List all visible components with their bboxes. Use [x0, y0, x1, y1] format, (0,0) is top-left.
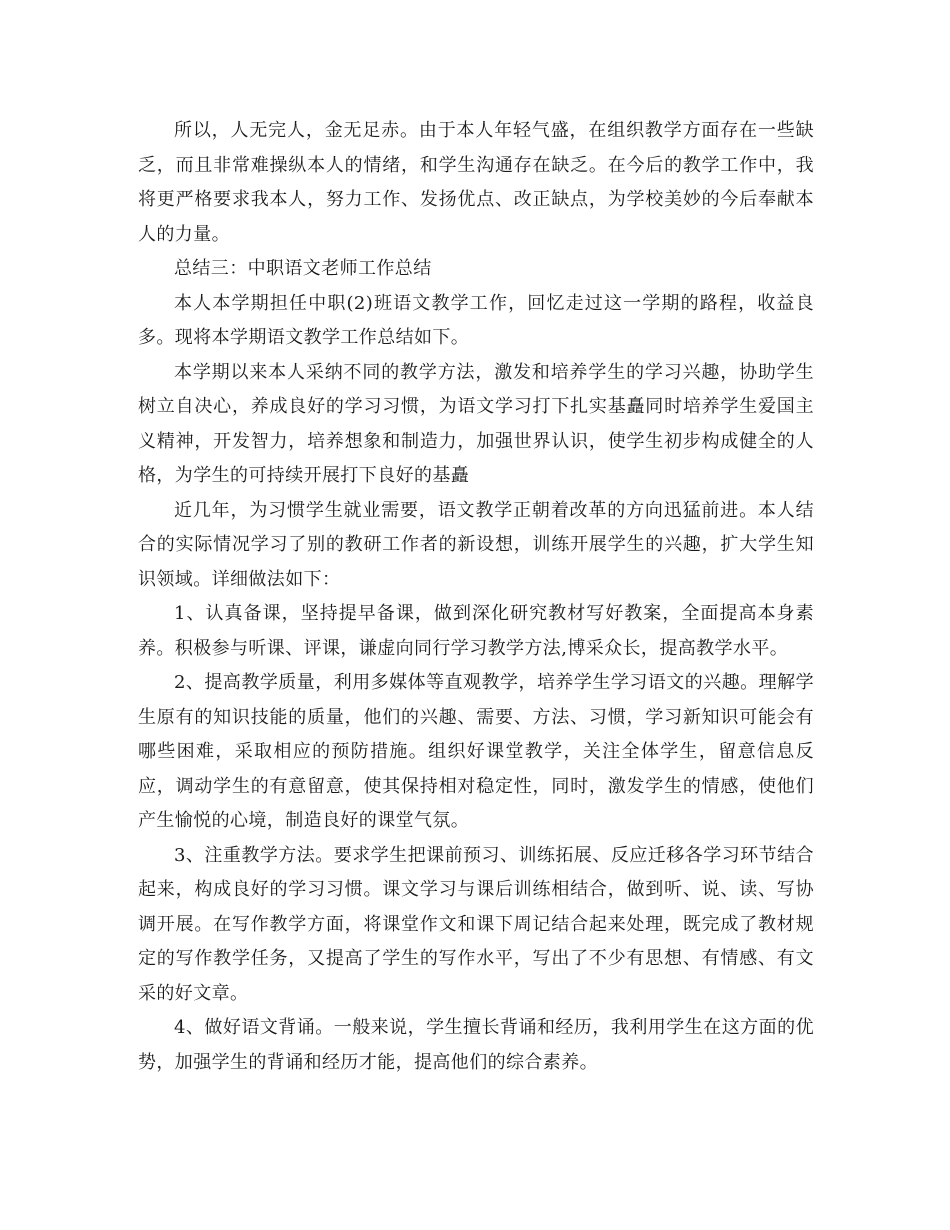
paragraph-intro: 本人本学期担任中职(2)班语文教学工作，回忆走过这一学期的路程，收益良多。现将本学期语文教学工作总结如下。	[138, 292, 814, 348]
paragraph-reform: 近几年，为习惯学生就业需要，语文教学正朝着改革的方向迅猛前进。本人结合的实际情况学习了别的教研工作者的新设想，训练开展学生的兴趣，扩大学生知识领域。详细做法如下：	[138, 499, 814, 590]
paragraph-conclusion: 所以，人无完人，金无足赤。由于本人年轻气盛，在组织教学方面存在一些缺乏，而且非常难操纵本人的情绪，和学生沟通存在缺乏。在今后的教学工作中，我将更严格要求我本人，努力工作、发扬优点、改正缺点，为学校美妙的今后奉献本人的力量。	[138, 120, 814, 245]
list-item-4: 4、做好语文背诵。一般来说，学生擅长背诵和经历，我利用学生在这方面的优势，加强学生的背诵和经历才能，提高他们的综合素养。	[138, 1017, 814, 1073]
paragraph-methods: 本学期以来本人采纳不同的教学方法，激发和培养学生的学习兴趣，协助学生树立自决心，养成良好的学习习惯，为语文学习打下扎实基矗同时培养学生爱国主义精神，开发智力，培养想象和制造力，加强世界认识，使学生初步构成健全的人格，为学生的可持续开展打下良好的基矗	[138, 361, 814, 486]
section-heading: 总结三：中职语文老师工作总结	[174, 258, 432, 279]
list-item-1: 1、认真备课，坚持提早备课，做到深化研究教材写好教案，全面提高本身素养。积极参与听课、评课，谦虚向同行学习教学方法,博采众长，提高教学水平。	[138, 603, 814, 659]
document-body	[138, 114, 814, 1080]
list-item-2: 2、提高教学质量，利用多媒体等直观教学，培养学生学习语文的兴趣。理解学生原有的知识技能的质量，他们的兴趣、需要、方法、习惯，学习新知识可能会有哪些困难，采取相应的预防措施。组织好课堂教学，关注全体学生，留意信息反应，调动学生的有意留意，使其保持相对稳定性，同时，激发学生的情感，使他们产生愉悦的心境，制造良好的课堂气氛。	[138, 672, 814, 831]
list-item-3: 3、注重教学方法。要求学生把课前预习、训练拓展、反应迁移各学习环节结合起来，构成良好的学习习惯。课文学习与课后训练相结合，做到听、说、读、写协调开展。在写作教学方面，将课堂作文和课下周记结合起来处理，既完成了教材规定的写作教学任务，又提高了学生的写作水平，写出了不少有思想、有情感、有文采的好文章。	[138, 844, 814, 1004]
